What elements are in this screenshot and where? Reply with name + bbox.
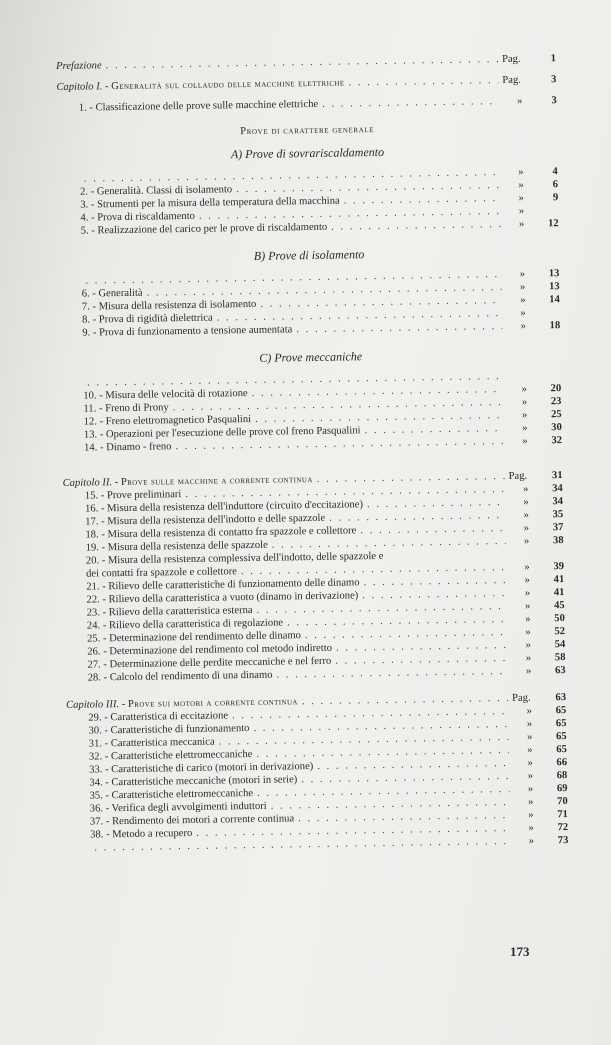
entry-continuation: dei contatti fra spazzole e collettore (85, 566, 238, 580)
entry-title: 30. - Caratteristiche di funzionamento (88, 723, 250, 737)
ditto-mark: » (525, 613, 531, 625)
entry-title: 6. - Generalità (81, 287, 143, 300)
ditto-mark: » (527, 796, 534, 808)
page-number: 12 (547, 218, 559, 230)
page-number: 34 (552, 496, 564, 508)
ditto-mark: » (520, 294, 526, 306)
entry-title: 28. - Calcolo del rendimento di una dinamo (87, 669, 273, 684)
entry-title: 24. - Rilievo della caratteristica di regolazione (86, 617, 284, 632)
page-number: 18 (549, 320, 561, 332)
ditto-mark: » (518, 179, 524, 191)
entry-title: 22. - Rilievo della caratteristica a vuoto (dinamo in derivazione) (86, 590, 359, 606)
page-number: 13 (548, 268, 560, 280)
page-number: 41 (553, 574, 565, 586)
chapter-label: Capitolo II. (62, 477, 113, 489)
pag-label: Pag. (501, 53, 521, 65)
entry-title: 18. - Misura della resistenza di contatto fra spazzole e collettore (85, 525, 357, 541)
preface-label: Prefazione (56, 60, 102, 72)
page-number: 52 (554, 626, 566, 638)
ditto-mark: » (520, 307, 526, 319)
entry-title: 11. - Freno di Prony (83, 402, 169, 415)
page-number: 38 (552, 535, 564, 547)
ditto-mark: » (525, 639, 531, 651)
entry-title: 12. - Freno elettromagnetico Pasqualini (83, 413, 252, 428)
ditto-mark: » (526, 731, 533, 743)
page-number: 65 (556, 731, 567, 743)
entry-title: 34. - Caratteristiche meccaniche (motori in serie) (89, 774, 298, 789)
page-number: 63 (554, 665, 566, 677)
page-number: 32 (551, 435, 563, 447)
ditto-mark: » (519, 268, 526, 280)
ditto-mark: » (516, 95, 523, 107)
ditto-mark: » (523, 509, 529, 521)
ditto-mark: » (518, 205, 525, 217)
table-of-contents (56, 52, 568, 855)
pag-label: Pag. (511, 692, 531, 704)
chapter-title: Prove sulle macchine a corrente continua (120, 474, 313, 489)
chapter-label: Capitolo I. (56, 81, 103, 93)
entry-title: 29. - Caratteristica di eccitazione (88, 710, 229, 724)
entry-title: 38. - Metodo a recupero (90, 827, 193, 841)
page-number: 31 (551, 470, 563, 482)
ditto-mark: » (521, 383, 527, 395)
page-number: 72 (557, 822, 569, 834)
entry-title: 13. - Operazioni per l'esecuzione delle prove col freno Pasqualini (83, 425, 361, 441)
page-number: 9 (552, 192, 559, 204)
pag-label: Pag. (508, 470, 528, 482)
page-number: 45 (553, 600, 565, 612)
ditto-mark: » (527, 783, 534, 795)
page-number: 65 (555, 718, 567, 730)
ditto-mark: » (523, 522, 530, 534)
entry-title: 33. - Caratteristiche di carico (motori in derivazione) (89, 761, 314, 776)
leader-dots (348, 74, 498, 89)
entry-title: 7. - Misura della resistenza di isolamento (81, 298, 257, 313)
page-number: 20 (550, 383, 562, 395)
page-number: 58 (554, 652, 566, 664)
ditto-mark: » (527, 744, 533, 756)
folio-page-number: 173 (510, 944, 530, 959)
ditto-mark: » (520, 320, 526, 332)
page-number: 13 (548, 281, 560, 293)
page-number: 39 (553, 561, 565, 573)
chapter-title: Prove sui motori a corrente continua (127, 696, 298, 710)
ditto-mark: » (527, 757, 533, 769)
page-number: 3 (550, 74, 557, 86)
entry-title: 35. - Caratteristiche elettromeccaniche (89, 787, 254, 802)
ditto-mark: » (522, 435, 528, 447)
ditto-mark: » (523, 496, 529, 508)
section-heading: Prove di carattere generale (240, 124, 375, 138)
entry-title: 16. - Misura della resistenza dell'induttore (circuito d'eccitazione) (84, 499, 364, 515)
chapter-row: Capitolo III. - Prove sui motori a corrente continua . . . Pag. 63 (66, 691, 566, 712)
entry-title: 10. - Misura delle velocità di rotazione (83, 388, 248, 402)
page-number: 34 (552, 483, 563, 495)
subsection-heading: C) Prove meccaniche (259, 349, 363, 365)
page-number: 50 (554, 613, 565, 625)
page-number: 70 (557, 796, 568, 808)
page-number: 66 (556, 757, 568, 769)
entry-title: 17. - Misura della resistenza dell'indotto e delle spazzole (85, 512, 326, 528)
entry-title: 5. - Realizzazione del carico per le prove di riscaldamento (80, 221, 328, 237)
ditto-mark: » (528, 835, 535, 847)
page-number: 41 (553, 587, 565, 599)
ditto-mark: » (528, 809, 534, 821)
page-number: 54 (554, 639, 566, 651)
ditto-mark: » (519, 281, 526, 293)
ditto-mark: » (522, 422, 528, 434)
ditto-mark: » (525, 652, 532, 664)
chapter-label: Capitolo III. (66, 699, 120, 711)
entry-title: 25. - Determinazione del rendimento delle dinamo (87, 630, 302, 645)
entry-title: 27. - Determinazione delle perdite meccaniche e nel ferro (87, 655, 332, 671)
ditto-mark: » (524, 587, 531, 599)
chapter-title: Generalità sul collaudo delle macchine elettriche (111, 77, 345, 93)
ditto-mark (507, 378, 541, 379)
pag-label: Pag. (502, 74, 522, 86)
page-number: 4 (552, 166, 558, 178)
page-number: 30 (551, 422, 562, 434)
entry-title: 26. - Determinazione del rendimento col metodo indiretto (87, 642, 333, 658)
ditto-mark: » (525, 626, 531, 638)
page-number: 71 (557, 809, 569, 821)
ditto-mark: » (528, 822, 534, 834)
ditto-mark: » (526, 705, 533, 717)
ditto-mark: » (527, 770, 534, 782)
chapter-row: Capitolo I. - Generalità sul collaudo delle macchine elettriche . . . Pag. 3 (56, 73, 556, 94)
ditto-mark: » (521, 396, 528, 408)
ditto-mark: » (524, 600, 531, 612)
ditto-mark: » (526, 718, 533, 730)
page-number: 14 (549, 294, 560, 306)
page-number: 73 (557, 835, 569, 847)
entry-title: 4. - Prova di riscaldamento (80, 210, 196, 224)
page-number: 23 (550, 396, 562, 408)
page-number: 6 (552, 179, 559, 191)
page-number: 69 (556, 783, 568, 795)
ditto-mark: » (524, 561, 530, 573)
entry-title: 3. - Strumenti per la misura della temperatura della macchina (80, 195, 340, 211)
entry-title: 31. - Caratteristica meccanica (88, 736, 215, 750)
ditto-mark: » (518, 166, 524, 178)
entry-title: 19. - Misura della resistenza delle spazzole (85, 539, 268, 554)
page-number: 37 (552, 522, 564, 534)
entry-title: 9. - Prova di funzionamento a tensione aumentata (82, 324, 293, 339)
ditto-mark: » (525, 665, 532, 677)
subsection-heading: A) Prove di sovrariscaldamento (230, 144, 385, 162)
entry-title: 23. - Rilievo della caratteristica esterna (86, 604, 253, 619)
ditto-mark: » (524, 574, 530, 586)
entry-title: 15. - Prove preliminari (84, 489, 182, 502)
ditto-mark: » (518, 218, 525, 230)
ditto-mark: » (523, 483, 529, 495)
entry-title: 21. - Rilievo delle caratteristiche di funzionamento delle dinamo (86, 577, 360, 593)
chapter-row: Capitolo II. - Prove sulle macchine a corrente continua . . . Pag. 31 (63, 469, 563, 490)
page-number: 65 (555, 705, 567, 717)
entry-title: 36. - Verifica degli avvolgimenti induttori (89, 800, 267, 815)
subsection-heading: B) Prove di isolamento (253, 247, 365, 263)
page-number: 68 (556, 770, 568, 782)
page-number: 25 (550, 409, 562, 421)
page-number: 3 (551, 95, 557, 107)
leader-dots (322, 95, 499, 111)
ditto-mark: » (518, 192, 524, 204)
page-number: 65 (556, 744, 567, 756)
entry-title: 1. - Classificazione delle prove sulle macchine elettriche (78, 98, 319, 114)
entry-title: 32. - Caratteristiche elettromeccaniche (88, 749, 253, 763)
entry-title: 8. - Prova di rigidità dielettrica (82, 312, 213, 326)
page-number: 63 (555, 692, 567, 704)
ditto-mark: » (521, 409, 528, 421)
entry-title: 2. - Generalità. Classi di isolamento (79, 184, 233, 198)
page-number: 1 (550, 53, 557, 65)
entry-title: 14. - Dinamo - freno (84, 441, 172, 454)
ditto-mark: » (523, 535, 530, 547)
entry-title: 37. - Rendimento dei motori a corrente continua (89, 813, 295, 828)
page-number: 35 (552, 509, 564, 521)
leader-dots (331, 218, 501, 234)
entry-title: 20. - Misura della resistenza complessiva dell'indotto, delle spazzole e (85, 550, 384, 567)
